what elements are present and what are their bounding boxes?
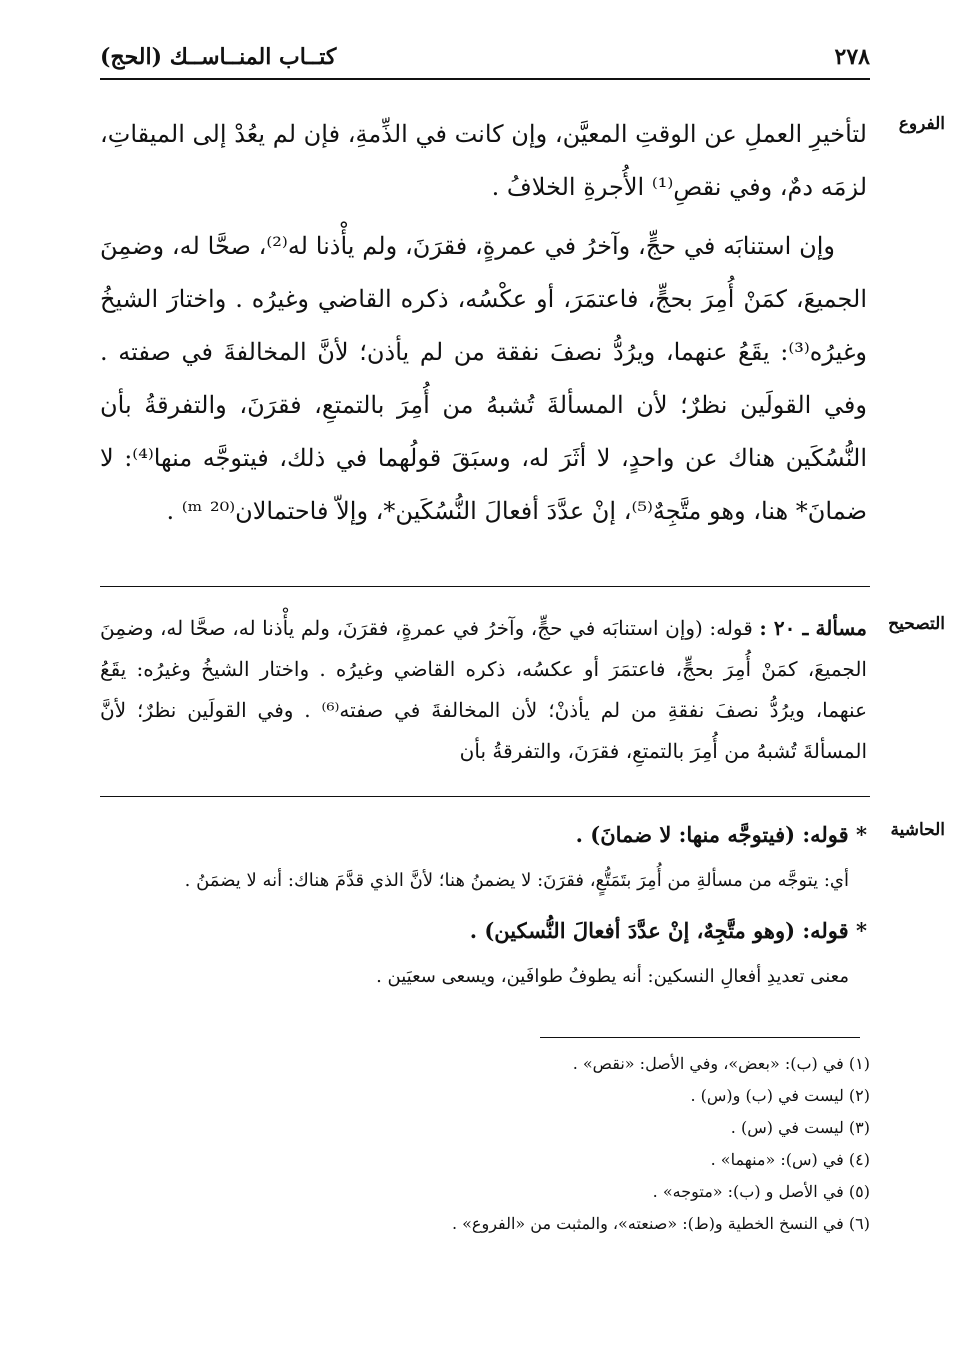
header-rule	[100, 78, 870, 80]
furu-paragraph: وإن استنابَه في حجٍّ، وآخرُ في عمرةٍ، فقرَنَ، ولم يأْذنا له⁽²⁾، صحَّا له، وضمِنَ الجميعَ، كمَنْ أُمِرَ بحجٍّ، فاعتمَرَ، أو عكْسُه، ذكره القاضي وغيرُه . واختارَ الشيخُ وغيرُه⁽³⁾: يقَعُ عنهما، ويرُدُّ نصفَ نفقة من لم يأذن؛ لأنَّ المخالفةَ في صفته . وفي القولَين نظرٌ؛ لأن المسألةَ تُشبهُ من أُمِرَ بالتمتعِ، فقرَنَ، والتفرقةُ بأن النُّسُكَين هناك عن واحدٍ، لا أثَرَ له، وسبَقَ قولُهما في ذلك، فيتوجَّه منها⁽⁴⁾: لا ضمانَ* هنا، وهو متَّجِهٌ⁽⁵⁾، إنْ عدَّدَ أفعالَ النُّسُكَين*، وإلاّ فاحتمالان⁽ᵐ ²⁰⁾ .	[100, 232, 868, 525]
hashiya-quote: * قوله: (فيتوجَّه منها: لا ضمانَ) .	[575, 822, 867, 847]
tashih-section	[100, 608, 945, 783]
furu-section	[100, 108, 945, 578]
issue-heading: مسألة ـ ٢٠ :	[759, 616, 867, 640]
footnotes	[100, 1048, 870, 1240]
furu-text	[100, 108, 867, 544]
footnote: (٦) في النسخ الخطية و(ط): «صنعته»، والمثبت من «الفروع» .	[451, 1214, 870, 1233]
section-divider	[100, 796, 870, 797]
tashih-text	[100, 608, 867, 772]
footnote: (٢) ليست في (ب) و(س) .	[690, 1086, 870, 1105]
hashiya-section	[100, 814, 945, 1024]
section-divider	[100, 586, 870, 587]
footnote: (٤) في (س): «منهما» .	[710, 1150, 870, 1169]
hashiya-comment: معنى تعديدِ أفعالِ النسكين: أنه يطوفُ طوافَين، ويسعى سعيَين .	[376, 966, 849, 987]
tashih-body: قوله: (وإن استنابَه في حجٍّ، وآخرُ في عمرةٍ، فقرَنَ، ولم يأْذنا له، صحَّا له، وضمِنَ الجميعَ، كمَنْ أُمِرَ بحجٍّ، فاعتمَرَ أو عكسُه، ذكره القاضي وغيرُه . واختار الشيخُ وغيرُه: يقَعُ عنهما، ويرُدُّ نصفَ نفقةِ من لم يأذنْ؛ لأن المخالفةَ في صفته⁽⁶⁾ . وفي القولَين نظرٌ؛ لأنَّ المسألةَ تُشبهُ من أُمِرَ بالتمتعِ، فقرَنَ، والتفرقةُ بأن	[100, 616, 867, 763]
footnote: (٥) في الأصل و (ب): «متوجه» .	[652, 1182, 870, 1201]
footnote: (١) في (ب): «بعض»، وفي الأصل: «نقص» .	[572, 1054, 870, 1073]
book-title: كتــاب المنــاســك (الحج)	[100, 44, 337, 70]
footnote: (٣) ليست في (س) .	[730, 1118, 870, 1137]
hashiya-comment: أي: يتوجَّه من مسألةِ من أُمِرَ بتَمَتُّعٍ، فقرَنَ: لا يضمنُ هنا؛ لأنَّ الذي قدَّمَ هناك: أنه لا يضمَنُ .	[184, 870, 849, 891]
page-number: ٢٧٨	[834, 44, 870, 70]
page-header	[100, 40, 870, 74]
furu-label: الفروع	[898, 114, 945, 134]
hashiya-text	[100, 814, 867, 1006]
tashih-label: التصحيح	[888, 614, 945, 634]
footnote-rule	[540, 1037, 860, 1038]
hashiya-label: الحاشية	[890, 820, 945, 840]
hashiya-quote: * قوله: (وهو متَّجِهٌ، إنْ عدَّدَ أفعالَ النُّسكين) .	[469, 918, 867, 943]
furu-paragraph: لتأخيرِ العملِ عن الوقتِ المعيَّن، وإن كانت في الذِّمةِ، فإن لم يعُدْ إلى الميقاتِ، لزمَه دمٌ، وفي نقصِ⁽¹⁾ الأُجرةِ الخلافُ .	[100, 120, 867, 201]
